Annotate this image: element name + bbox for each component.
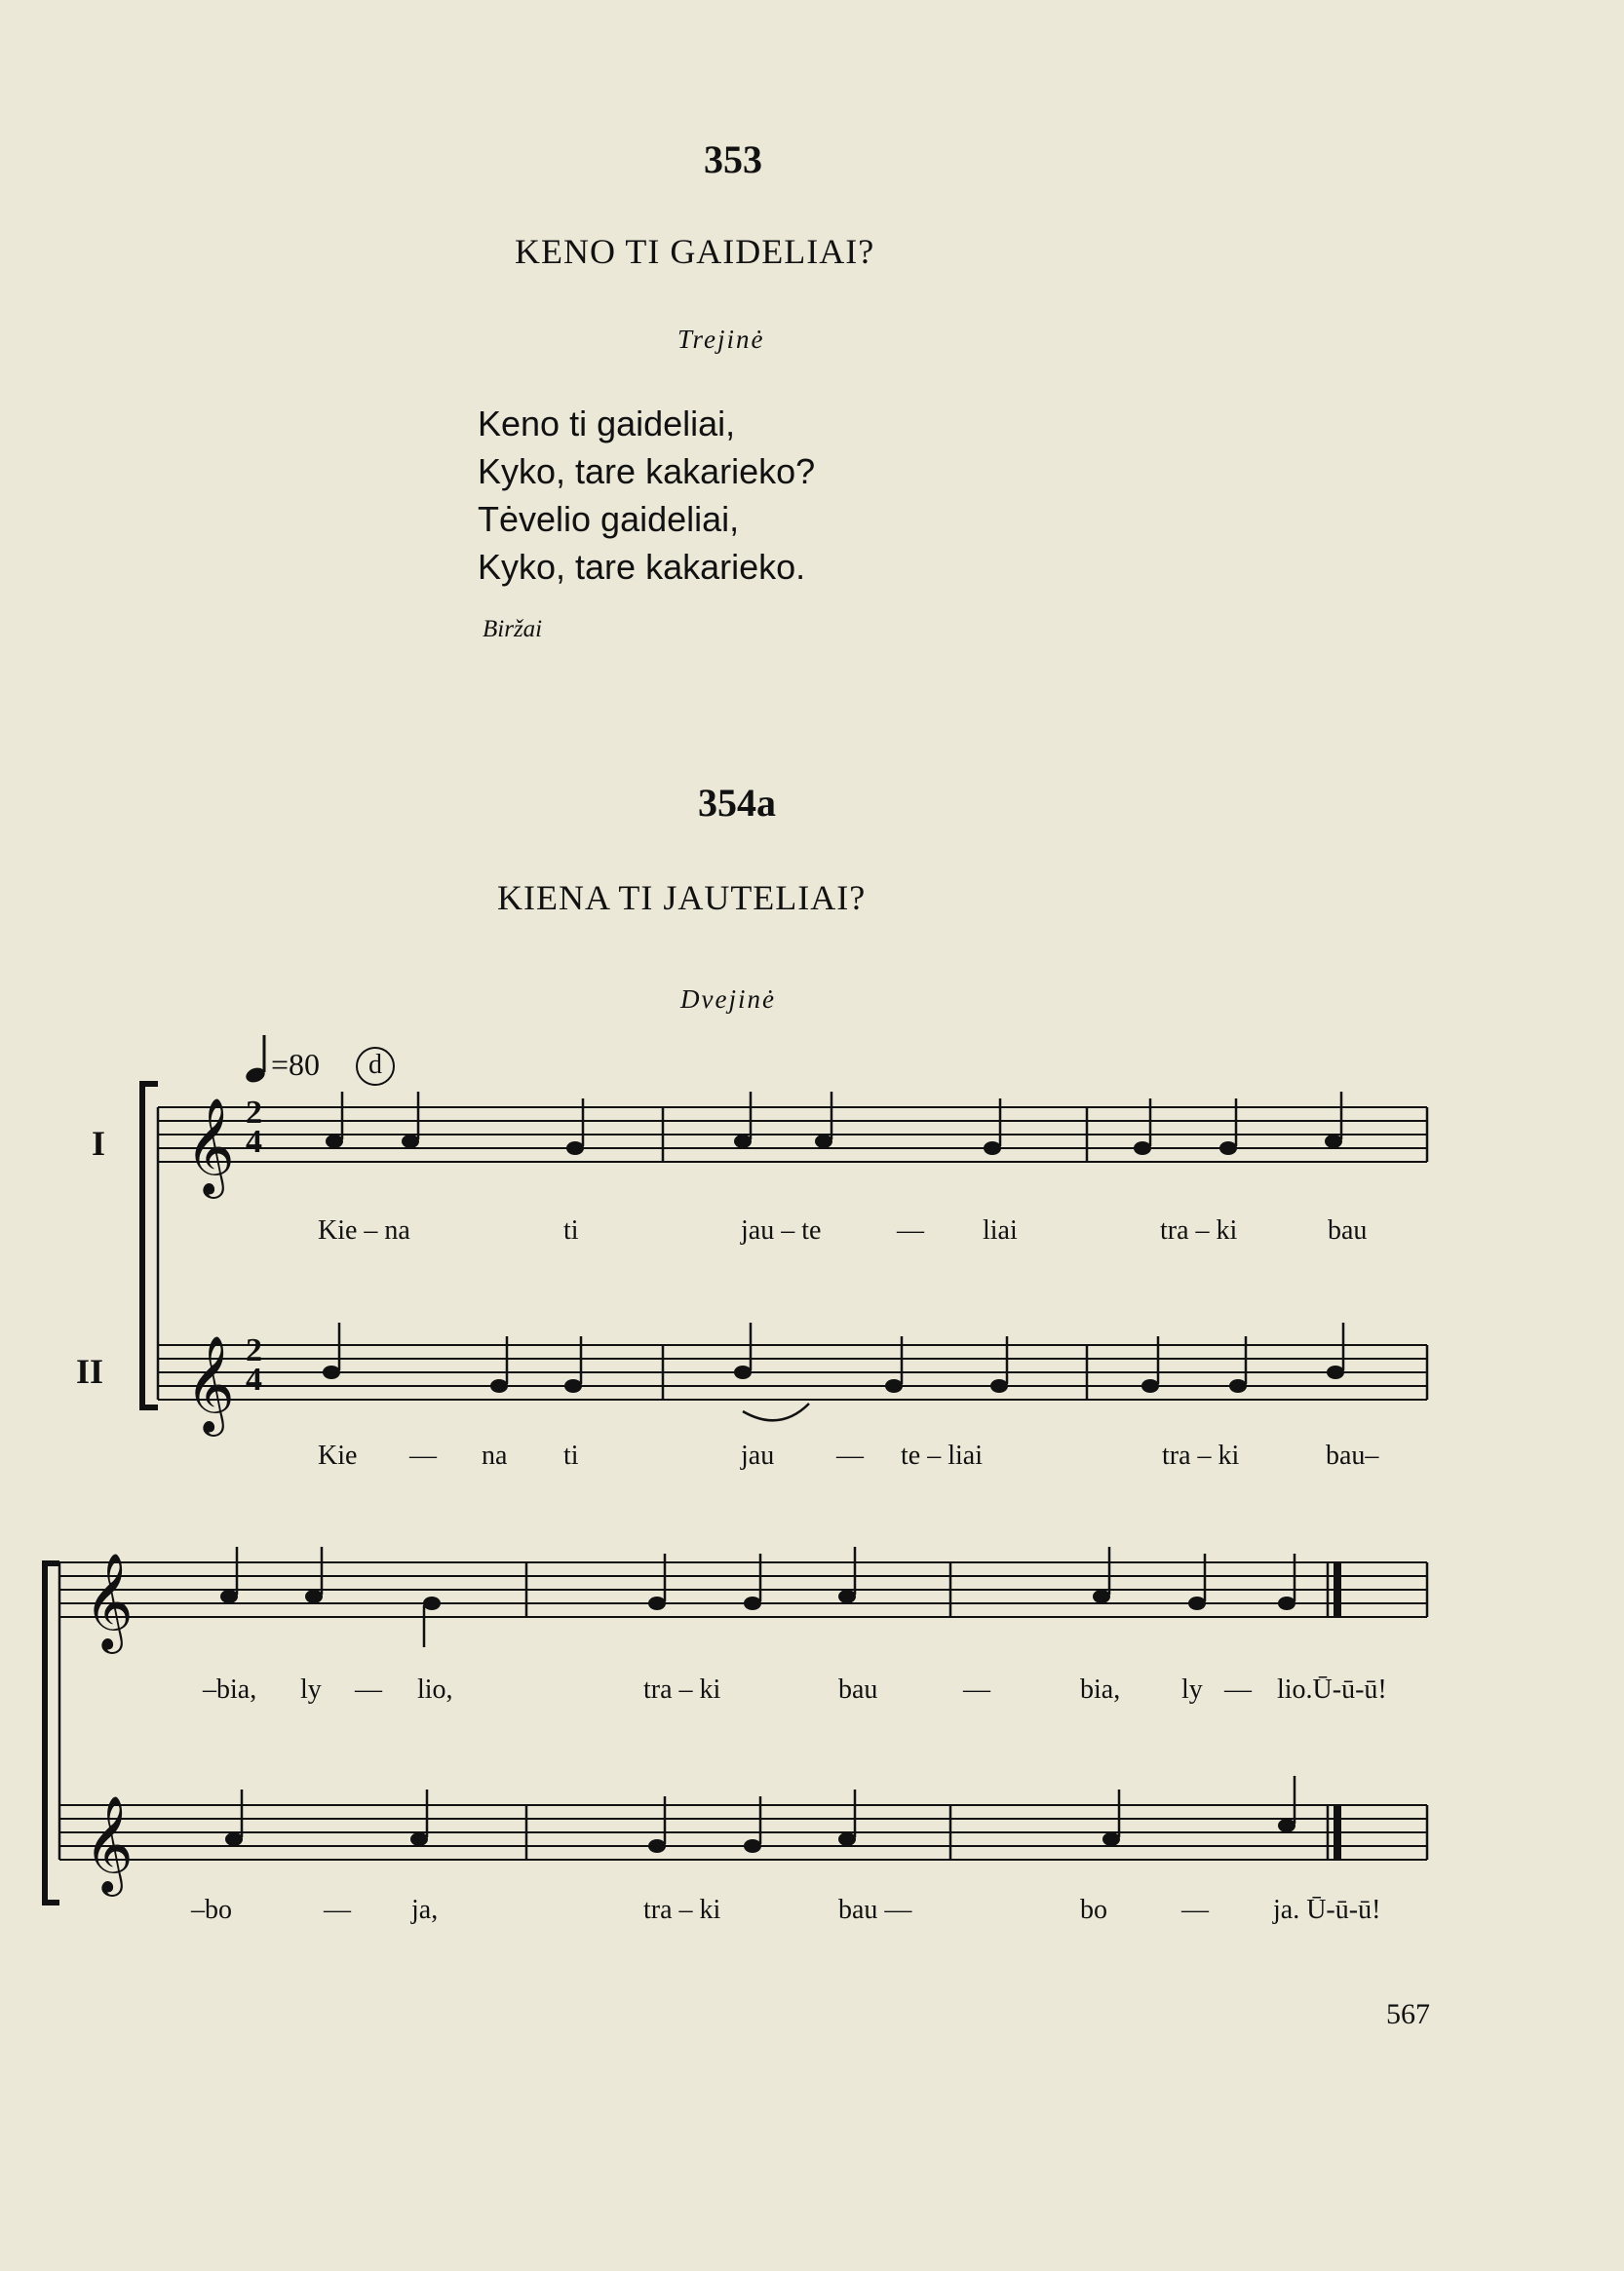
song-form-353: Trejinė	[677, 325, 765, 354]
treble-clef-icon: 𝄞	[185, 1335, 235, 1433]
voice-label-ii: II	[76, 1352, 104, 1391]
lyric-syllable: —	[897, 1215, 924, 1246]
lyric-syllable: —	[1224, 1674, 1252, 1705]
lyric-syllable: —	[1181, 1895, 1209, 1925]
song-form-354a: Dvejinė	[680, 984, 776, 1014]
lyric-syllable: –bia,	[203, 1674, 257, 1705]
verse-line: Tėvelio gaideliai,	[478, 499, 740, 539]
slur-mark	[743, 1404, 809, 1420]
lyric-syllable: bau–	[1326, 1441, 1379, 1471]
mode-mark-circle: d	[356, 1047, 395, 1086]
lyric-syllable: ti	[563, 1215, 579, 1246]
lyric-syllable: jau – te	[741, 1215, 822, 1246]
verse-line: Kyko, tare kakarieko?	[478, 451, 816, 491]
lyric-syllable: —	[324, 1895, 351, 1925]
verse-line: Kyko, tare kakarieko.	[478, 547, 806, 587]
lyric-syllable: bau	[838, 1674, 878, 1705]
page-number: 567	[1386, 1998, 1430, 2030]
lyric-syllable: —	[355, 1674, 382, 1705]
time-signature-staff-1: 2 4	[246, 1095, 262, 1160]
lyric-syllable: jau	[741, 1441, 775, 1471]
lyric-syllable: —	[409, 1441, 437, 1471]
lyric-syllable: bo	[1080, 1895, 1107, 1925]
song-title-354a: KIENA TI JAUTELIAI?	[497, 878, 867, 917]
time-signature-staff-2: 2 4	[246, 1332, 262, 1398]
lyric-syllable: na	[482, 1441, 508, 1471]
voice-label-i: I	[92, 1124, 106, 1163]
lyric-syllable: Kie – na	[318, 1215, 410, 1246]
lyric-syllable: –bo	[191, 1895, 232, 1925]
lyric-syllable: —	[963, 1674, 990, 1705]
lyric-syllable: ly	[1181, 1674, 1203, 1705]
song-number-353: 353	[704, 137, 762, 181]
treble-clef-icon: 𝄞	[185, 1097, 235, 1195]
verse-line: Keno ti gaideliai,	[478, 404, 736, 443]
lyric-syllable: te – liai	[901, 1441, 983, 1471]
lyric-syllable: lio,	[417, 1674, 453, 1705]
lyric-syllable: tra – ki	[1162, 1441, 1240, 1471]
lyric-syllable: ti	[563, 1441, 579, 1471]
lyric-syllable: Kie	[318, 1441, 358, 1471]
song-number-354a: 354a	[698, 781, 776, 825]
system-bracket-1	[142, 1084, 158, 1407]
lyric-syllable: lio.Ū-ū-ū!	[1277, 1674, 1387, 1705]
treble-clef-icon: 𝄞	[84, 1553, 134, 1650]
system-bracket-2	[45, 1563, 59, 1903]
treble-clef-icon: 𝄞	[84, 1795, 134, 1893]
song-place-353: Biržai	[483, 616, 543, 642]
lyric-syllable: —	[836, 1441, 864, 1471]
lyric-syllable: bia,	[1080, 1674, 1121, 1705]
lyric-syllable: tra – ki	[643, 1674, 721, 1705]
lyric-syllable: liai	[983, 1215, 1018, 1246]
song-title-353: KENO TI GAIDELIAI?	[515, 232, 875, 271]
lyric-syllable: ja,	[411, 1895, 439, 1925]
lyric-syllable: ly	[300, 1674, 322, 1705]
lyric-syllable: tra – ki	[1160, 1215, 1238, 1246]
tempo-value: =80	[271, 1047, 321, 1082]
lyric-syllable: bau	[1328, 1215, 1368, 1246]
lyric-syllable: ja. Ū-ū-ū!	[1273, 1895, 1381, 1925]
lyric-syllable: tra – ki	[643, 1895, 721, 1925]
lyric-syllable: bau —	[838, 1895, 912, 1925]
